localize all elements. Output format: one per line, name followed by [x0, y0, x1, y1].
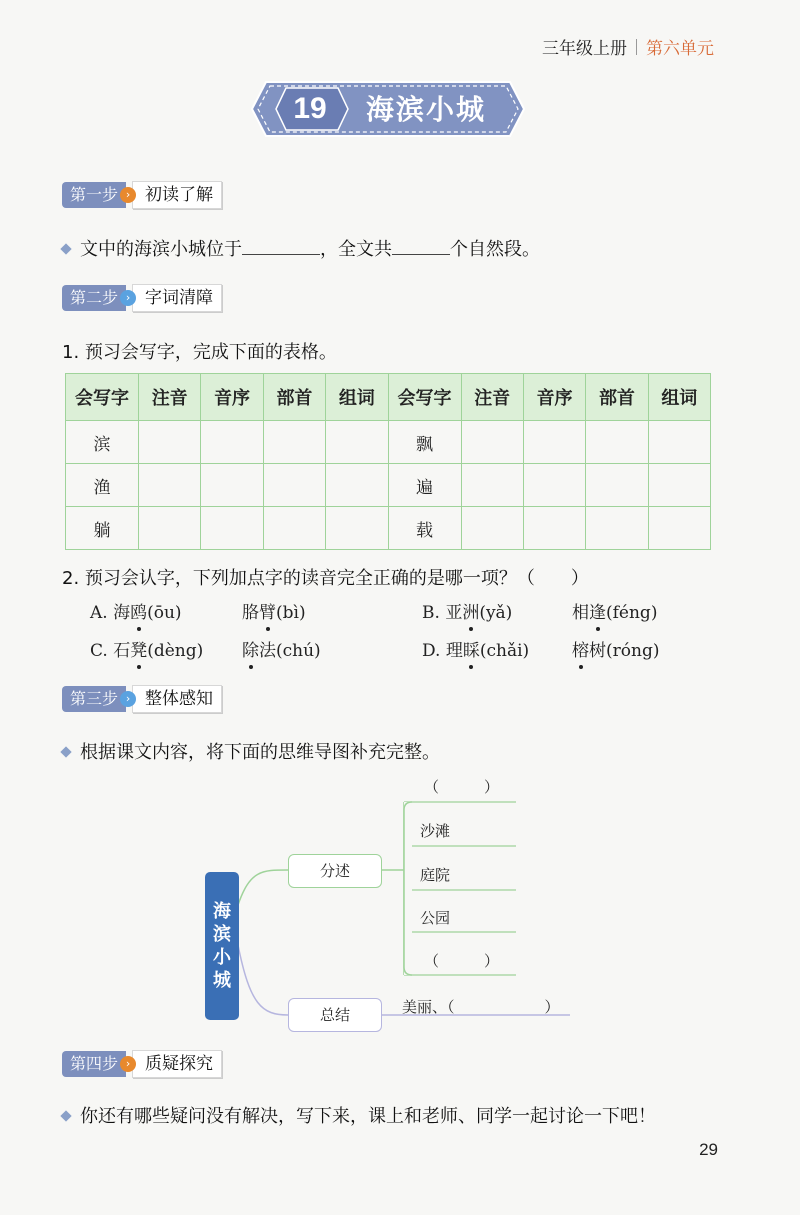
table-header-cell: 注音	[461, 374, 523, 421]
table-cell-char: 渔	[66, 464, 139, 507]
option-char: 胳	[242, 603, 259, 623]
step3-heading	[62, 685, 222, 713]
option-char: 海	[113, 603, 131, 623]
table-cell-blank[interactable]	[523, 464, 585, 507]
character-table	[65, 373, 711, 550]
table-cell-blank[interactable]	[263, 421, 325, 464]
step1-topic: 初读了解	[132, 181, 222, 209]
table-cell-blank[interactable]	[648, 421, 710, 464]
step1-text-a: 文中的海滨小城位于	[80, 239, 242, 260]
mindmap-sub-courtyard: 庭院	[420, 866, 451, 884]
option-char: 树	[589, 641, 606, 661]
grade-label: 三年级上册	[542, 39, 627, 59]
step3-instruction	[62, 738, 440, 764]
table-header-cell: 会写字	[66, 374, 139, 421]
step2-label: 第二步	[62, 285, 126, 311]
option-char: 相	[572, 603, 589, 623]
chevron-right-icon: ›	[120, 290, 136, 306]
option-a-word2	[242, 598, 306, 623]
table-cell-char: 滨	[66, 421, 139, 464]
step1-label: 第一步	[62, 182, 126, 208]
table-cell-blank[interactable]	[139, 507, 201, 550]
option-a[interactable]	[90, 598, 182, 623]
table-cell-blank[interactable]	[201, 464, 263, 507]
mindmap-root	[205, 872, 239, 1020]
option-pinyin: (róng)	[606, 641, 660, 661]
option-d-word2	[572, 636, 659, 661]
option-c[interactable]	[90, 636, 203, 661]
option-pinyin: (dèng)	[147, 641, 204, 661]
table-cell-blank[interactable]	[461, 464, 523, 507]
table-header-cell: 组词	[326, 374, 388, 421]
table-cell-char: 载	[388, 507, 461, 550]
page-header	[542, 34, 714, 59]
option-char: 石	[113, 641, 131, 661]
mindmap-branch-summary: 总结	[288, 998, 382, 1032]
mindmap-lines	[0, 770, 800, 1040]
option-letter: C.	[90, 641, 108, 661]
dotted-char: 凳	[130, 641, 148, 661]
table-cell-char: 躺	[66, 507, 139, 550]
option-char: 亚	[445, 603, 463, 623]
table-header-cell: 音序	[201, 374, 263, 421]
dotted-char: 逢	[589, 603, 606, 623]
option-c-word2	[242, 636, 321, 661]
dotted-char: 睬	[462, 641, 480, 661]
root-char: 小	[213, 947, 231, 968]
step1-question	[62, 235, 540, 261]
header-divider	[636, 39, 637, 55]
option-b-word2	[572, 598, 657, 623]
option-char: 理	[445, 641, 463, 661]
table-cell-char: 飘	[388, 421, 461, 464]
location-blank[interactable]	[242, 236, 320, 255]
step2-topic: 字词清障	[132, 284, 222, 312]
option-pinyin: (féng)	[606, 603, 658, 623]
dotted-char: 鸥	[130, 603, 148, 623]
table-cell-blank[interactable]	[326, 464, 388, 507]
step4-topic: 质疑探究	[132, 1050, 222, 1078]
option-letter: D.	[422, 641, 441, 661]
option-letter: B.	[422, 603, 440, 623]
paragraph-count-blank[interactable]	[392, 236, 450, 255]
table-cell-blank[interactable]	[648, 507, 710, 550]
page-number: 29	[699, 1140, 718, 1159]
lesson-title-banner	[248, 78, 528, 140]
mindmap-blank-2[interactable]: （ ）	[424, 952, 500, 970]
option-pinyin: (ōu)	[147, 603, 182, 623]
dotted-char: 除	[242, 641, 259, 661]
option-pinyin: (chú)	[276, 641, 321, 661]
mindmap-blank-1[interactable]: （ ）	[424, 778, 500, 796]
table-cell-blank[interactable]	[139, 464, 201, 507]
step3-topic: 整体感知	[132, 685, 222, 713]
option-pinyin: (chǎi)	[479, 641, 530, 661]
lesson-number: 19	[293, 92, 327, 125]
table-cell-char: 遍	[388, 464, 461, 507]
table-header-cell: 部首	[586, 374, 648, 421]
option-letter: A.	[90, 603, 108, 623]
unit-label: 第六单元	[646, 39, 714, 59]
step3-label: 第三步	[62, 686, 126, 712]
bullet-diamond-icon	[60, 746, 71, 757]
step2-q1: 1. 预习会写字，完成下面的表格。	[62, 342, 337, 363]
table-cell-blank[interactable]	[201, 507, 263, 550]
step4-label: 第四步	[62, 1051, 126, 1077]
table-header-cell: 组词	[648, 374, 710, 421]
step3-instruction-text: 根据课文内容，将下面的思维导图补充完整。	[80, 742, 440, 763]
table-cell-blank[interactable]	[461, 421, 523, 464]
chevron-right-icon: ›	[120, 1056, 136, 1072]
table-cell-blank[interactable]	[139, 421, 201, 464]
option-char: 法	[259, 641, 276, 661]
lesson-title: 海滨小城	[366, 93, 487, 126]
step2-heading	[62, 284, 222, 312]
option-b[interactable]	[422, 598, 512, 623]
root-char: 城	[213, 970, 231, 991]
root-char: 滨	[213, 924, 231, 945]
table-cell-blank[interactable]	[326, 507, 388, 550]
dotted-char: 洲	[462, 603, 480, 623]
table-header-cell: 部首	[263, 374, 325, 421]
table-cell-blank[interactable]	[326, 421, 388, 464]
root-char: 海	[213, 901, 231, 922]
table-cell-blank[interactable]	[523, 421, 585, 464]
table-cell-blank[interactable]	[263, 507, 325, 550]
table-cell-blank[interactable]	[586, 464, 648, 507]
dotted-char: 臂	[259, 603, 276, 623]
chevron-right-icon: ›	[120, 187, 136, 203]
table-header-cell: 音序	[523, 374, 585, 421]
chevron-right-icon: ›	[120, 691, 136, 707]
table-row	[66, 507, 711, 550]
mindmap-sub-beach: 沙滩	[420, 822, 451, 840]
mindmap-sub-park: 公园	[420, 909, 451, 927]
option-pinyin: (yǎ)	[479, 603, 513, 623]
step4-instruction	[62, 1102, 656, 1128]
table-header-cell: 会写字	[388, 374, 461, 421]
table-header-row	[66, 374, 711, 421]
table-cell-blank[interactable]	[586, 507, 648, 550]
option-d[interactable]	[422, 636, 529, 661]
bullet-diamond-icon	[60, 243, 71, 254]
option-pinyin: (bì)	[276, 603, 306, 623]
step4-heading	[62, 1050, 222, 1078]
table-cell-blank[interactable]	[461, 507, 523, 550]
table-cell-blank[interactable]	[586, 421, 648, 464]
table-header-cell: 注音	[139, 374, 201, 421]
table-cell-blank[interactable]	[263, 464, 325, 507]
bullet-diamond-icon	[60, 1110, 71, 1121]
mindmap-summary-text[interactable]: 美丽、（ ）	[402, 998, 560, 1016]
step1-text-b: ，全文共	[320, 239, 392, 260]
step2-q2: 2. 预习会认字，下列加点字的读音完全正确的是哪一项？（ ）	[62, 568, 589, 589]
step4-instruction-text: 你还有哪些疑问没有解决，写下来，课上和老师、同学一起讨论一下吧！	[80, 1106, 656, 1127]
mindmap-branch-details: 分述	[288, 854, 382, 888]
table-cell-blank[interactable]	[201, 421, 263, 464]
table-row	[66, 464, 711, 507]
step1-text-c: 个自然段。	[450, 239, 540, 260]
step1-heading	[62, 181, 222, 209]
table-cell-blank[interactable]	[523, 507, 585, 550]
table-row	[66, 421, 711, 464]
table-cell-blank[interactable]	[648, 464, 710, 507]
dotted-char: 榕	[572, 641, 589, 661]
